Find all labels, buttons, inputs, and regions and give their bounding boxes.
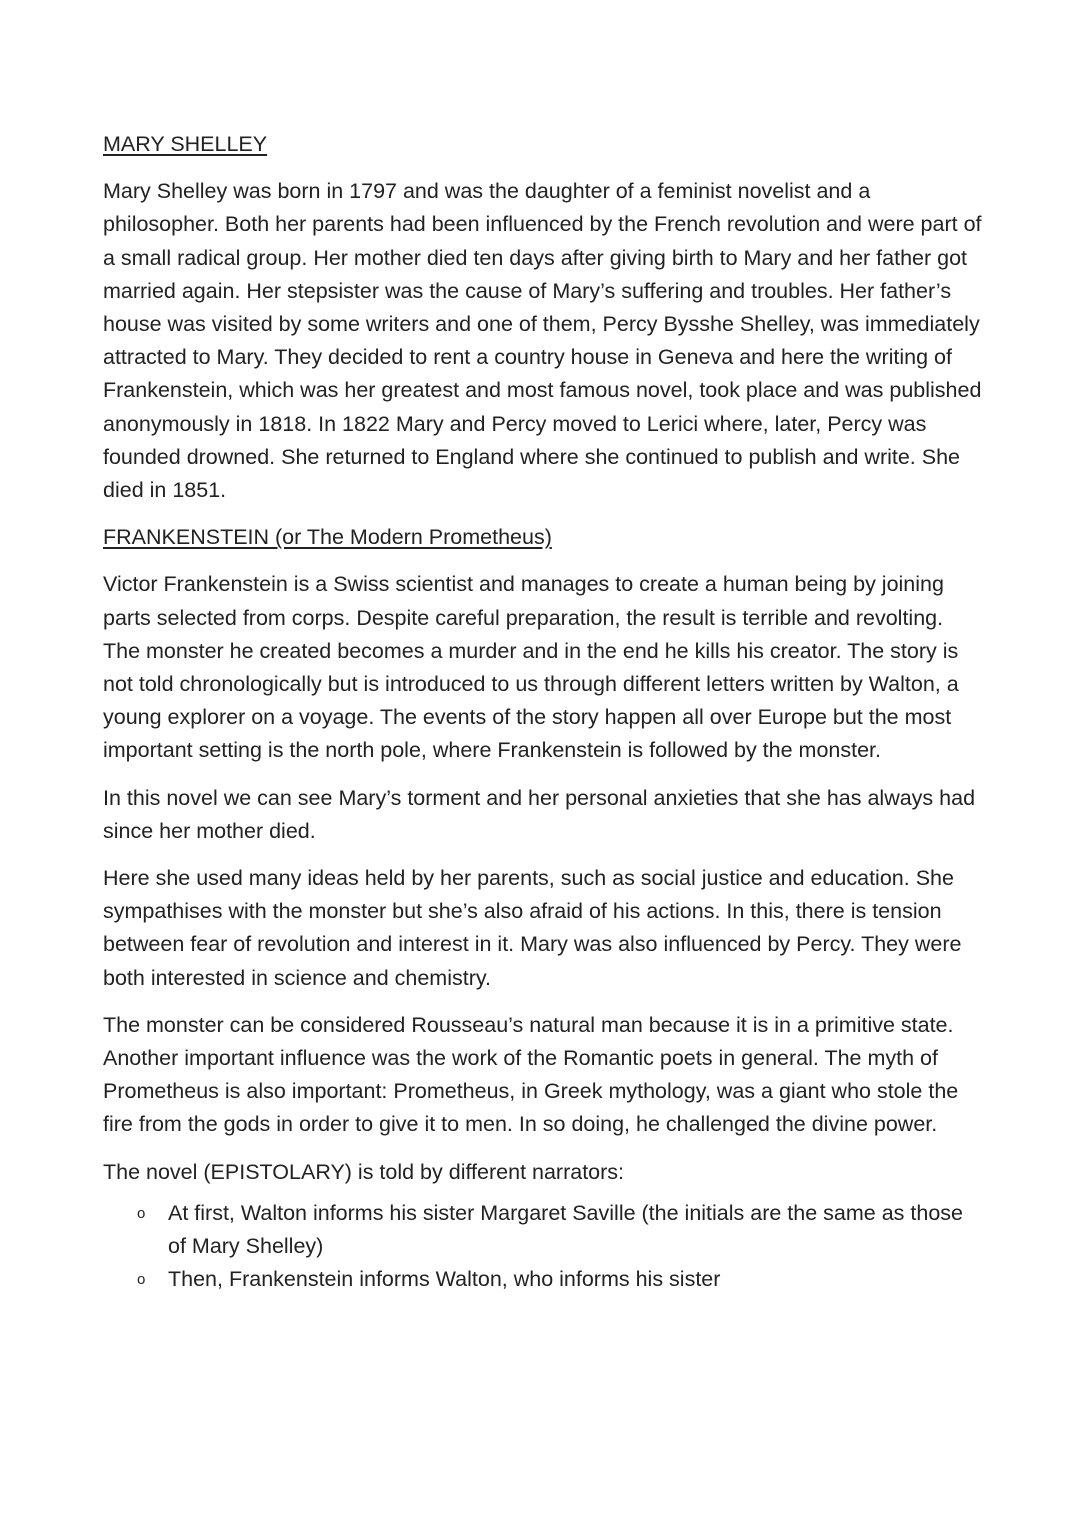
paragraph-biography: Mary Shelley was born in 1797 and was the daughter of a feminist novelist and a philosopher. Both her parents had been influenced by the French revolution and were part of a small radical group. Her mother died ten days after giving birth to Mary and her father got married again. Her stepsister was the cause of Mary’s suffering and troubles. Her father’s house was visited by some writers and one of them, Percy Bysshe Shelley, was immediately attracted to Mary. They decided to rent a country house in Geneva and here the writing of Frankenstein, which was her greatest and most famous novel, took place and was published anonymously in 1818. In 1822 Mary and Percy moved to Lerici where, later, Percy was founded drowned. She returned to England where she continued to publish and write. She died in 1851. <box>103 179 982 503</box>
section-heading-frankenstein: FRANKENSTEIN (or The Modern Prometheus) <box>103 525 552 550</box>
list-item-text: Then, Frankenstein informs Walton, who informs his sister <box>168 1267 721 1292</box>
paragraph-influences: Here she used many ideas held by her parents, such as social justice and education. She sympathises with the monster but she’s also afraid of his actions. In this, there is tension between fear of revolution and interest in it. Mary was also influenced by Percy. They were both interested in science and chemistry. <box>103 866 962 990</box>
paragraph-plot: Victor Frankenstein is a Swiss scientist and manages to create a human being by joining parts selected from corps. Despite careful preparation, the result is terrible and revolting. The monster he created becomes a murder and in the end he kills his creator. The story is not told chronologically but is introduced to us through different letters written by Walton, a young explorer on a voyage. The events of the story happen all over Europe but the most important setting is the north pole, where Frankenstein is followed by the monster. <box>103 572 959 763</box>
list-item <box>103 1197 983 1263</box>
paragraph-narrators-intro: The novel (EPISTOLARY) is told by different narrators: <box>103 1159 625 1184</box>
paragraph-prometheus: The monster can be considered Rousseau’s natural man because it is in a primitive state. Another important influence was the work of the Romantic poets in general. The myth of Prometheus is also important: Prometheus, in Greek mythology, was a giant who stole the fire from the gods in order to give it to men. In so doing, he challenged the divine power. <box>103 1012 959 1137</box>
document-page <box>103 128 983 1297</box>
bullet-circle-icon: o <box>137 1204 146 1222</box>
bullet-circle-icon: o <box>137 1271 146 1289</box>
paragraph-torment: In this novel we can see Mary’s torment and her personal anxieties that she has always had since her mother died. <box>103 785 976 843</box>
section-heading-mary-shelley: MARY SHELLEY <box>103 132 268 156</box>
list-item <box>103 1263 983 1296</box>
list-item-text: At first, Walton informs his sister Margaret Saville (the initials are the same as those of Mary Shelley) <box>168 1200 963 1259</box>
narrators-list <box>103 1197 983 1297</box>
